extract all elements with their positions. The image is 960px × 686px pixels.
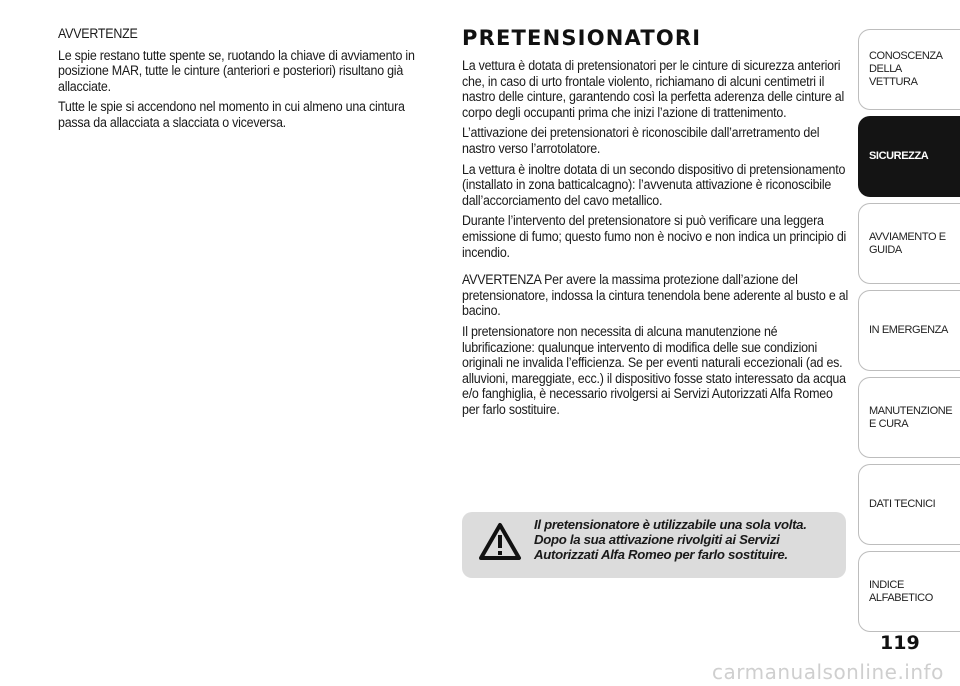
warnings-heading: AVVERTENZE: [58, 26, 138, 41]
warning-paragraph: AVVERTENZA Per avere la massima protezione dall’azione del pretensionatore, indossa la cintura tenendola bene aderente al busto e al bacino.: [462, 272, 848, 319]
body-paragraph: La vettura è dotata di pretensionatori per le cinture di sicurezza anteriori che, in caso di urto frontale violento, richiamano di alcuni centimetri il nastro delle cinture, garantendo così la perfetta aderenza delle cinture al corpo degli occupanti prima che inizi l’azione di trattenimento.: [462, 58, 845, 120]
tab-label: IN EMERGENZA: [869, 324, 948, 336]
tab-label: CONOSCENZA DELLA VETTURA: [869, 50, 943, 88]
tab-dati-tecnici[interactable]: [858, 464, 960, 545]
tab-sicurezza[interactable]: [858, 116, 960, 197]
tab-conoscenza-della-vettura[interactable]: [858, 29, 960, 110]
tab-indice-alfabetico[interactable]: [858, 551, 960, 632]
tab-label: INDICE ALFABETICO: [869, 578, 933, 604]
tab-in-emergenza[interactable]: [858, 290, 960, 371]
tab-label: SICUREZZA: [869, 150, 929, 162]
tab-label: MANUTENZIONE E CURA: [869, 404, 953, 430]
tab-label: DATI TECNICI: [869, 498, 936, 510]
chapter-sidebar: [858, 29, 960, 638]
body-paragraph: L’attivazione dei pretensionatori è riconoscibile dall’arretramento del nastro verso l’arrotolatore.: [462, 125, 820, 156]
warning-callout: [462, 512, 846, 578]
tab-label: AVVIAMENTO E GUIDA: [869, 230, 946, 256]
right-column: [462, 26, 850, 422]
page-number: 119: [880, 632, 920, 654]
left-column: [58, 26, 424, 136]
watermark: carmanualsonline.info: [712, 660, 944, 684]
body-paragraph: Durante l’intervento del pretensionatore si può verificare una leggera emissione di fumo; questo fumo non è nocivo e non indica un principio di incendio.: [462, 213, 847, 260]
warning-text: Il pretensionatore è utilizzabile una sola volta. Dopo la sua attivazione rivolgiti ai Servizi Autorizzati Alfa Romeo per farlo sostituire.: [534, 517, 807, 562]
tab-avviamento-e-guida[interactable]: [858, 203, 960, 284]
left-paragraph: Tutte le spie si accendono nel momento in cui almeno una cintura passa da allacciata a slacciata o viceversa.: [58, 99, 405, 130]
warning-paragraph: Il pretensionatore non necessita di alcuna manutenzione né lubrificazione: qualunque intervento di modifica delle sue condizioni originali ne invalida l’efficienza. Se per eventi naturali eccezionali (ad es. alluvioni, mareggiate, ecc.) il dispositivo fosse stato interessato da acqua e/o fanghiglia, è necessario rivolgersi ai Servizi Autorizzati Alfa Romeo per farlo sostituire.: [462, 323, 846, 417]
section-title: PRETENSIONATORI: [462, 26, 702, 50]
warning-triangle-icon: [478, 522, 522, 562]
left-paragraph: Le spie restano tutte spente se, ruotando la chiave di avviamento in posizione MAR, tutte le cinture (anteriori e posteriori) risultano già allacciate.: [58, 47, 415, 94]
body-paragraph: La vettura è inoltre dotata di un secondo dispositivo di pretensionamento (installato in zona batticalcagno): l’avvenuta attivazione è riconoscibile dall’accorciamento del cavo metallico.: [462, 161, 846, 208]
tab-manutenzione-e-cura[interactable]: [858, 377, 960, 458]
